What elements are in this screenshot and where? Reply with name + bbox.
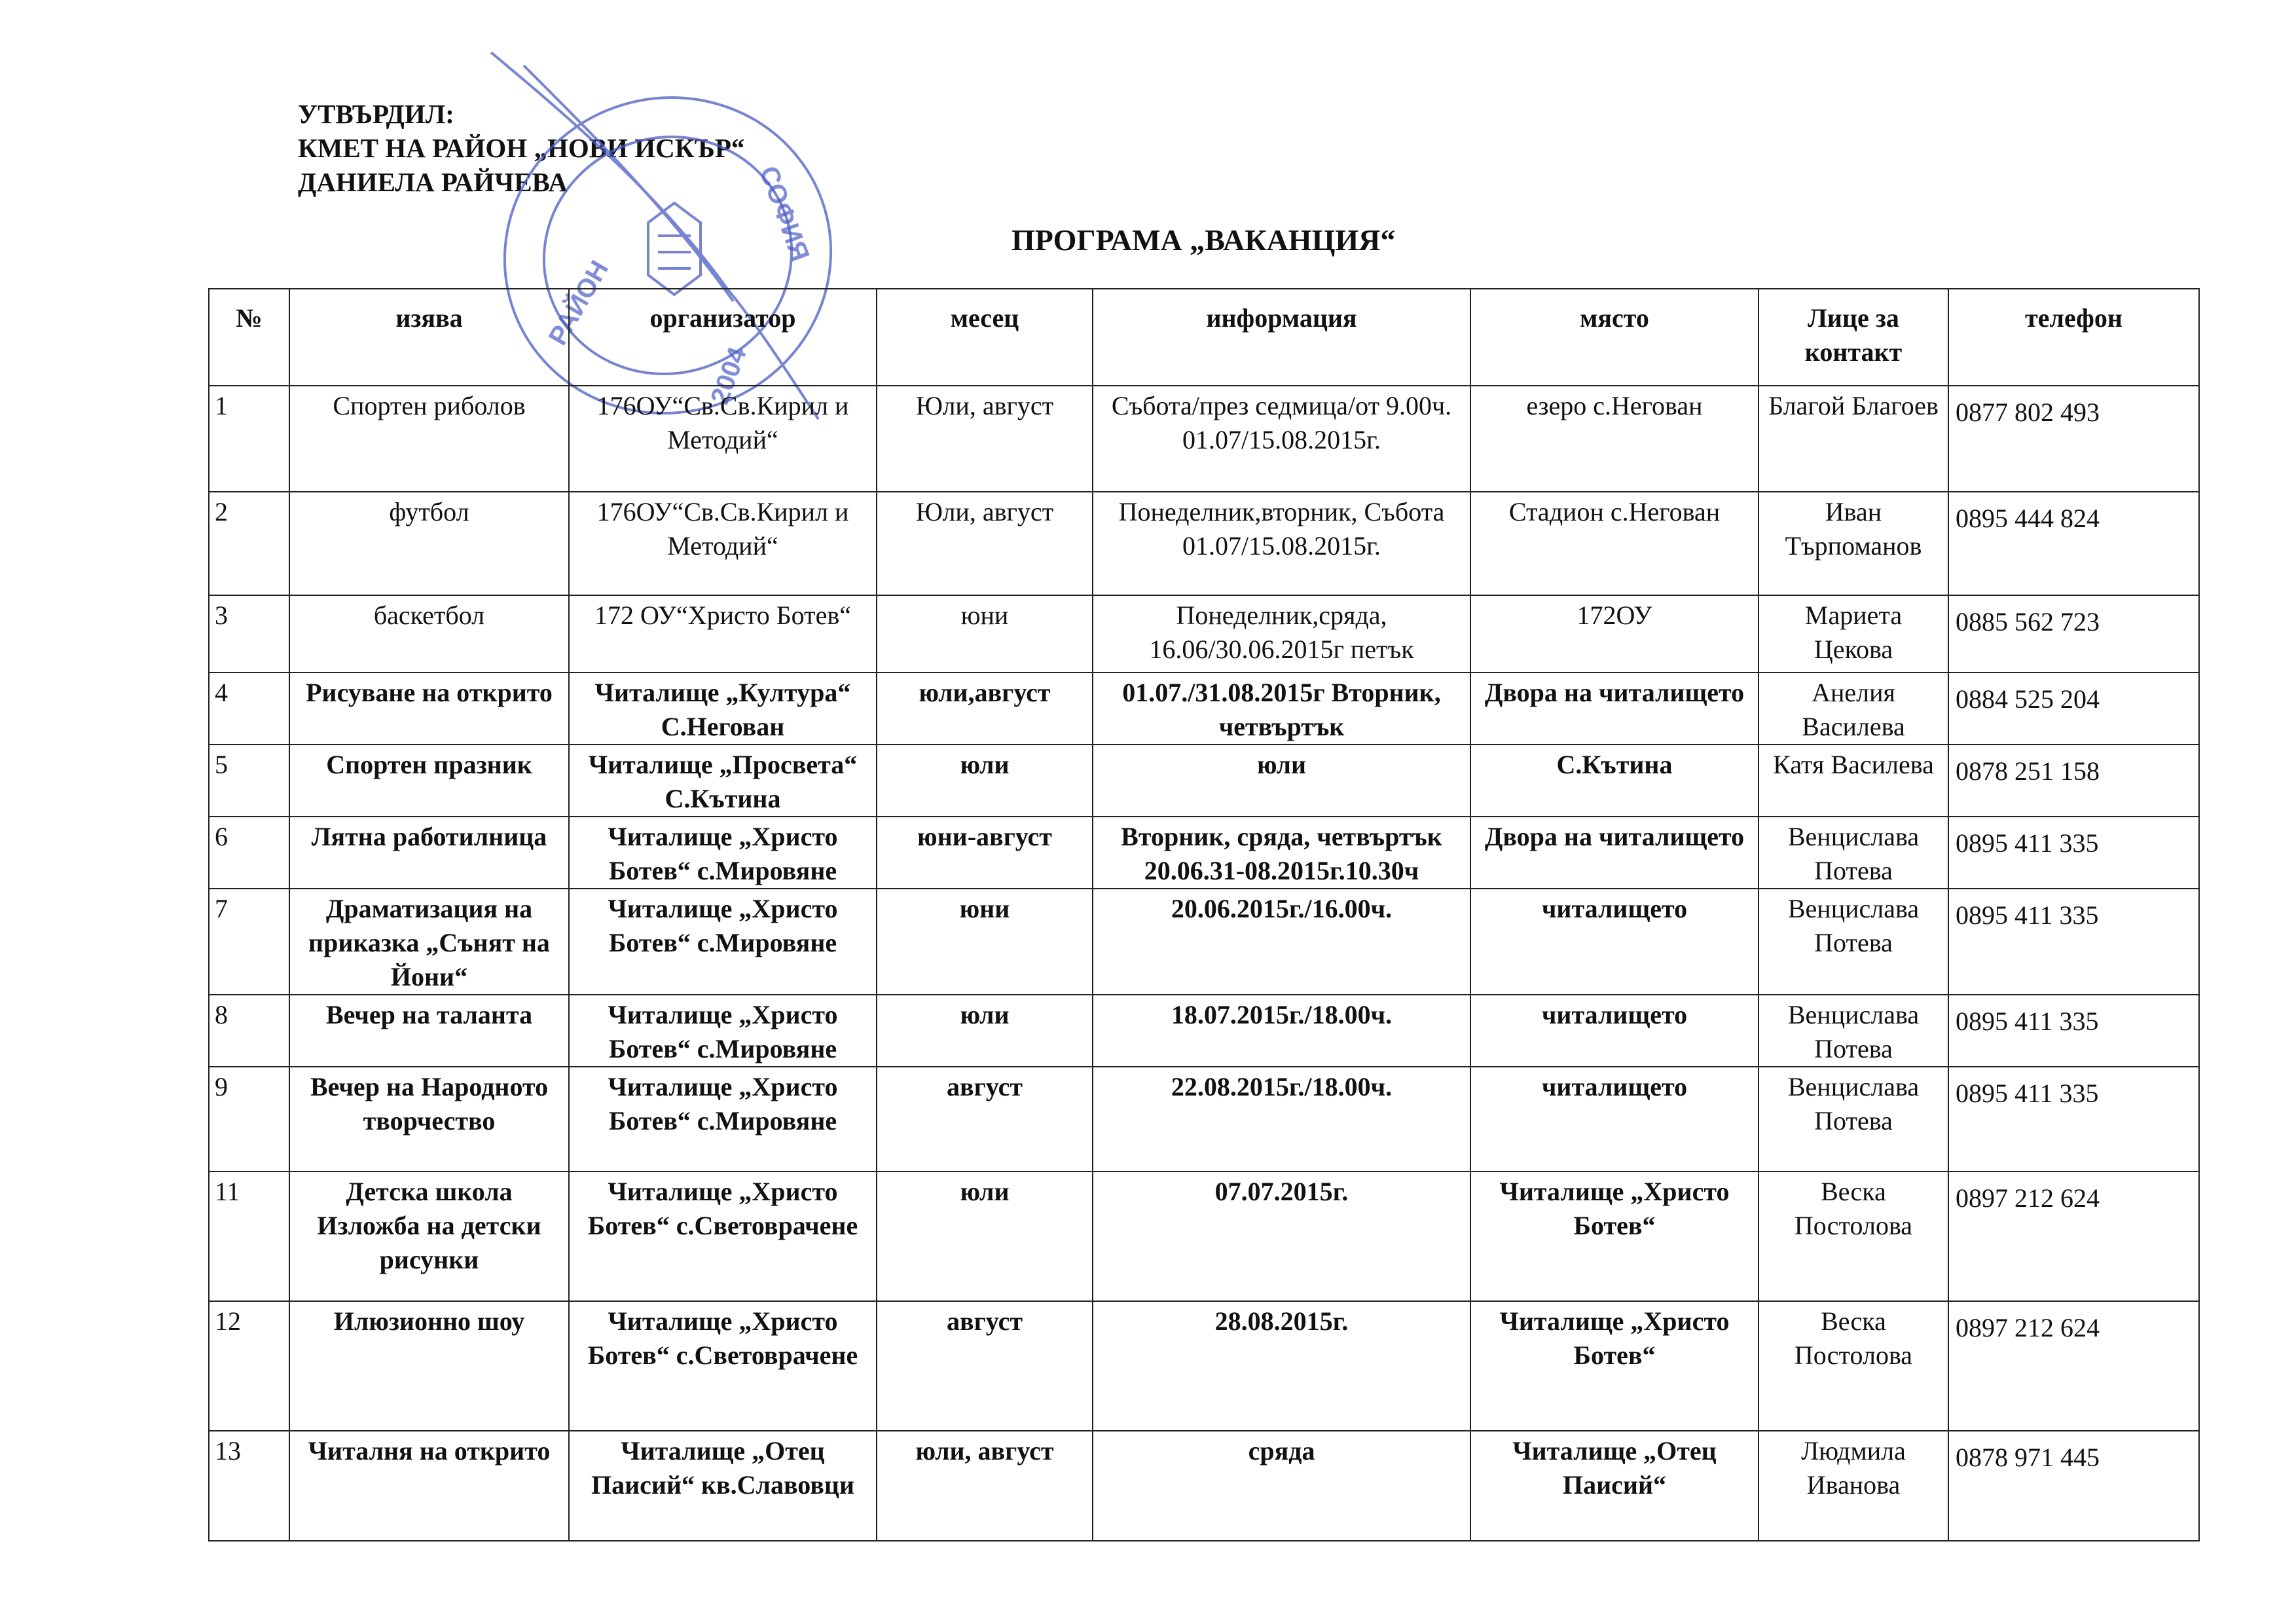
cell-phone: 0877 802 493 bbox=[1948, 386, 2199, 492]
cell-phone: 0884 525 204 bbox=[1948, 673, 2199, 745]
table-row bbox=[209, 995, 2199, 1067]
cell-event: баскетбол bbox=[289, 595, 569, 673]
cell-place: Читалище „Отец Паисий“ bbox=[1470, 1431, 1758, 1541]
svg-text:2004: 2004 bbox=[705, 343, 752, 409]
document-title: ПРОГРАМА „ВАКАНЦИЯ“ bbox=[1011, 223, 1396, 257]
program-table bbox=[208, 288, 2200, 1541]
cell-info: 28.08.2015г. bbox=[1093, 1301, 1470, 1431]
header-place: място bbox=[1470, 289, 1758, 386]
cell-phone: 0895 411 335 bbox=[1948, 817, 2199, 889]
table-row bbox=[209, 492, 2199, 595]
cell-month: юни bbox=[877, 889, 1093, 995]
approval-line-1: УТВЪРДИЛ: bbox=[298, 99, 454, 129]
cell-info: сряда bbox=[1093, 1431, 1470, 1541]
cell-info: Понеделник,сряда, 16.06/30.06.2015г петък bbox=[1093, 595, 1470, 673]
cell-phone: 0885 562 723 bbox=[1948, 595, 2199, 673]
cell-number: 7 bbox=[209, 889, 289, 995]
cell-contact: Венцислава Потева bbox=[1758, 1067, 1948, 1172]
cell-number: 6 bbox=[209, 817, 289, 889]
cell-organizer: Читалище „Христо Ботев“ с.Световрачене bbox=[569, 1172, 877, 1301]
cell-month: юли bbox=[877, 995, 1093, 1067]
cell-organizer: Читалище „Христо Ботев“ с.Мировяне bbox=[569, 817, 877, 889]
cell-event: Лятна работилница bbox=[289, 817, 569, 889]
table-row bbox=[209, 1301, 2199, 1431]
table-row bbox=[209, 1172, 2199, 1301]
table-header-row bbox=[209, 289, 2199, 386]
cell-event: Рисуване на открито bbox=[289, 673, 569, 745]
cell-info: 18.07.2015г./18.00ч. bbox=[1093, 995, 1470, 1067]
cell-organizer: 176ОУ“Св.Св.Кирил и Методий“ bbox=[569, 492, 877, 595]
cell-organizer: Читалище „Култура“ С.Негован bbox=[569, 673, 877, 745]
cell-contact: Анелия Василева bbox=[1758, 673, 1948, 745]
cell-place: Двора на читалището bbox=[1470, 673, 1758, 745]
cell-organizer: Читалище „Христо Ботев“ с.Мировяне bbox=[569, 995, 877, 1067]
cell-event: Спортен риболов bbox=[289, 386, 569, 492]
cell-organizer: Читалище „Христо Ботев“ с.Мировяне bbox=[569, 889, 877, 995]
cell-place: читалището bbox=[1470, 889, 1758, 995]
cell-number: 5 bbox=[209, 745, 289, 817]
header-phone: телефон bbox=[1948, 289, 2199, 386]
cell-place: Стадион с.Негован bbox=[1470, 492, 1758, 595]
cell-phone: 0878 251 158 bbox=[1948, 745, 2199, 817]
approval-line-2: КМЕТ НА РАЙОН „НОВИ ИСКЪР“ bbox=[298, 133, 745, 163]
table-body bbox=[209, 386, 2199, 1541]
cell-phone: 0895 411 335 bbox=[1948, 995, 2199, 1067]
cell-number: 2 bbox=[209, 492, 289, 595]
cell-info: Вторник, сряда, четвъртък 20.06.31-08.2015г.10.30ч bbox=[1093, 817, 1470, 889]
cell-organizer: 176ОУ“Св.Св.Кирил и Методий“ bbox=[569, 386, 877, 492]
cell-contact: Людмила Иванова bbox=[1758, 1431, 1948, 1541]
table-row bbox=[209, 386, 2199, 492]
cell-contact: Венцислава Потева bbox=[1758, 817, 1948, 889]
cell-place: Читалище „Христо Ботев“ bbox=[1470, 1172, 1758, 1301]
table-row bbox=[209, 1067, 2199, 1172]
cell-place: С.Кътина bbox=[1470, 745, 1758, 817]
cell-place: Двора на читалището bbox=[1470, 817, 1758, 889]
cell-month: август bbox=[877, 1301, 1093, 1431]
cell-organizer: Читалище „Просвета“ С.Кътина bbox=[569, 745, 877, 817]
cell-month: юли bbox=[877, 745, 1093, 817]
cell-organizer: Читалище „Христо Ботев“ с.Световрачене bbox=[569, 1301, 877, 1431]
cell-place: Читалище „Христо Ботев“ bbox=[1470, 1301, 1758, 1431]
cell-month: юли,август bbox=[877, 673, 1093, 745]
cell-contact: Мариета Цекова bbox=[1758, 595, 1948, 673]
cell-month: Юли, август bbox=[877, 386, 1093, 492]
cell-info: 20.06.2015г./16.00ч. bbox=[1093, 889, 1470, 995]
cell-contact: Благой Благоев bbox=[1758, 386, 1948, 492]
cell-number: 12 bbox=[209, 1301, 289, 1431]
cell-place: езеро с.Негован bbox=[1470, 386, 1758, 492]
cell-phone: 0895 411 335 bbox=[1948, 1067, 2199, 1172]
cell-month: юни-август bbox=[877, 817, 1093, 889]
cell-organizer: 172 ОУ“Христо Ботев“ bbox=[569, 595, 877, 673]
cell-event: Спортен празник bbox=[289, 745, 569, 817]
cell-number: 9 bbox=[209, 1067, 289, 1172]
svg-text:СОФИЯ: СОФИЯ bbox=[754, 162, 815, 265]
cell-info: 01.07./31.08.2015г Вторник, четвъртък bbox=[1093, 673, 1470, 745]
cell-number: 11 bbox=[209, 1172, 289, 1301]
cell-contact: Веска Постолова bbox=[1758, 1301, 1948, 1431]
cell-organizer: Читалище „Христо Ботев“ с.Мировяне bbox=[569, 1067, 877, 1172]
approval-line-3: ДАНИЕЛА РАЙЧЕВА bbox=[298, 167, 568, 197]
header-number: № bbox=[209, 289, 289, 386]
header-month: месец bbox=[877, 289, 1093, 386]
cell-phone: 0897 212 624 bbox=[1948, 1301, 2199, 1431]
cell-number: 4 bbox=[209, 673, 289, 745]
table-row bbox=[209, 889, 2199, 995]
cell-event: Вечер на таланта bbox=[289, 995, 569, 1067]
cell-info: Събота/през седмица/от 9.00ч. 01.07/15.08.2015г. bbox=[1093, 386, 1470, 492]
cell-phone: 0878 971 445 bbox=[1948, 1431, 2199, 1541]
table-row bbox=[209, 673, 2199, 745]
header-info: информация bbox=[1093, 289, 1470, 386]
cell-number: 13 bbox=[209, 1431, 289, 1541]
cell-number: 8 bbox=[209, 995, 289, 1067]
cell-event: футбол bbox=[289, 492, 569, 595]
cell-phone: 0895 444 824 bbox=[1948, 492, 2199, 595]
cell-info: Понеделник,вторник, Събота 01.07/15.08.2015г. bbox=[1093, 492, 1470, 595]
svg-text:РАЙОН: РАЙОН bbox=[543, 255, 615, 350]
cell-event: Вечер на Народното творчество bbox=[289, 1067, 569, 1172]
cell-place: 172ОУ bbox=[1470, 595, 1758, 673]
cell-phone: 0895 411 335 bbox=[1948, 889, 2199, 995]
table-row bbox=[209, 1431, 2199, 1541]
cell-organizer: Читалище „Отец Паисий“ кв.Славовци bbox=[569, 1431, 877, 1541]
cell-number: 1 bbox=[209, 386, 289, 492]
cell-number: 3 bbox=[209, 595, 289, 673]
cell-month: юли bbox=[877, 1172, 1093, 1301]
cell-info: юли bbox=[1093, 745, 1470, 817]
cell-month: юли, август bbox=[877, 1431, 1093, 1541]
cell-info: 07.07.2015г. bbox=[1093, 1172, 1470, 1301]
cell-contact: Венцислава Потева bbox=[1758, 889, 1948, 995]
cell-contact: Катя Василева bbox=[1758, 745, 1948, 817]
cell-event: Драматизация на приказка „Сънят на Йони“ bbox=[289, 889, 569, 995]
cell-month: август bbox=[877, 1067, 1093, 1172]
cell-phone: 0897 212 624 bbox=[1948, 1172, 2199, 1301]
cell-event: Детска школа Изложба на детски рисунки bbox=[289, 1172, 569, 1301]
header-event: изява bbox=[289, 289, 569, 386]
cell-month: юни bbox=[877, 595, 1093, 673]
table-row bbox=[209, 745, 2199, 817]
cell-contact: Иван Търпоманов bbox=[1758, 492, 1948, 595]
header-organizer: организатор bbox=[569, 289, 877, 386]
cell-event: Читалня на открито bbox=[289, 1431, 569, 1541]
header-contact: Лице за контакт bbox=[1758, 289, 1948, 386]
cell-place: читалището bbox=[1470, 1067, 1758, 1172]
cell-info: 22.08.2015г./18.00ч. bbox=[1093, 1067, 1470, 1172]
table-row bbox=[209, 817, 2199, 889]
cell-contact: Венцислава Потева bbox=[1758, 995, 1948, 1067]
table-row bbox=[209, 595, 2199, 673]
cell-place: читалището bbox=[1470, 995, 1758, 1067]
cell-event: Илюзионно шоу bbox=[289, 1301, 569, 1431]
cell-month: Юли, август bbox=[877, 492, 1093, 595]
cell-contact: Веска Постолова bbox=[1758, 1172, 1948, 1301]
